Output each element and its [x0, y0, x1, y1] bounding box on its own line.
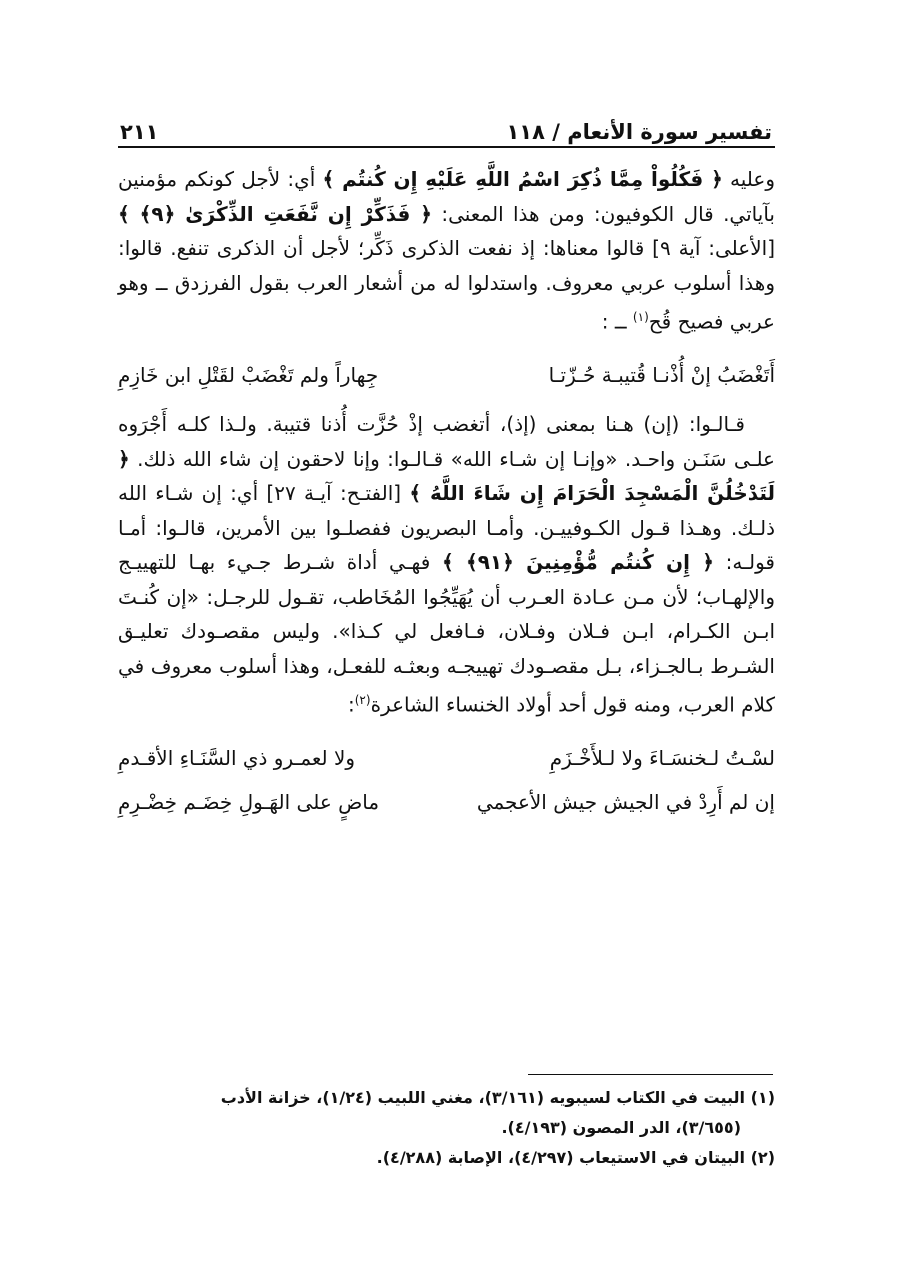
paragraph-1: [118, 162, 775, 339]
header-rule: [118, 146, 775, 148]
footnote-separator: [528, 1074, 773, 1075]
quran-quote: ﴿ لَتَدْخُلُنَّ الْمَسْجِدَ الْحَرَامَ إِن شَاءَ اللَّهُ ﴾: [118, 446, 775, 506]
footnote-ref-1: (١): [632, 310, 649, 324]
text-run: وعليه: [722, 167, 776, 191]
text-run: أي: لأجل كونكم مؤمنين بآياتي. قال الكوفيون: ومن هذا المعنى:: [118, 167, 775, 226]
footnotes: [118, 1083, 775, 1173]
verse: [118, 736, 775, 780]
verse-first-hemistich: إن لم أَرِدْ في الجيش جيش الأعجمي: [476, 790, 775, 815]
poem-1: [118, 353, 775, 397]
text-run: فهـي أداة شـرط جـيء بهـا للتهييـج والإلهـاب؛ لأن مـن عـادة العـرب أن يُهَيِّجُوا المُخَاطب، تقـول للرجـل: «إن كُنـتَ ابـن الكـرام، ابـن فـلان وفـلان، فـافعل لي كـذا». وليس مقصـودك تعليـق الشـرط بـالجـزاء، بـل مقصـودك تهييجـه وبعثـه للفعـل، وهذا أسلوب معروف في كلام العرب، ومنه قول أحد أولاد الخنساء الشاعرة: [118, 550, 775, 717]
footnote-ref-2: (٢): [354, 693, 371, 708]
text-run: [الأعلى: آية ٩] قالوا معناها: إذ نفعت الذكرى ذَكِّر؛ لأجل أن الذكرى تنفع. قالوا: وهذا أسلوب عربي معروف. واستدلوا له من أشعار العرب بقول الفرزدق ــ وهو عربي فصيح قُح: [118, 236, 776, 334]
page-number: ٢١١: [120, 120, 159, 144]
footnote-2: (٢) البيتان في الاستيعاب (٤/٢٩٧)، الإصابة (٤/٢٨٨).: [376, 1148, 775, 1167]
verse: [118, 780, 775, 824]
running-header: [120, 104, 772, 144]
verse-second-hemistich: ماضٍ على الهَـولِ خِضَـم خِضْـرِمِ: [118, 790, 380, 815]
quran-quote: ﴿ فَذَكِّرْ إِن نَّفَعَتِ الذِّكْرَىٰ ﴿٩﴾ ﴾: [118, 201, 433, 226]
paragraph-2: [118, 407, 775, 722]
verse-first-hemistich: أَتَغْضَبُ إنْ أُذْنـا قُتيبـة حُـزّتـا: [548, 363, 775, 388]
text-run: قـالـوا: (إن) هـنا بمعنى (إذ)، أتغضب إذْ حُزَّت أُذنا قتيبة. ولـذا كلـه أَجْرَوه علـى سَنَـن واحـد. «وإنـا إن شـاء الله» قـالـوا: وإنا لاحقون إن شاء الله ذلك.: [118, 412, 775, 471]
quran-quote: ﴿ فَكُلُواْ مِمَّا ذُكِرَ اسْمُ اللَّهِ عَلَيْهِ إِن كُنتُم ﴾: [322, 167, 723, 191]
verse-first-hemistich: لسْـتُ لـخنسَـاءَ ولا لـلأَخْـزَمِ: [549, 746, 775, 771]
footnote-1: (١) البيت في الكتاب لسيبويه (٣/١٦١)، مغني اللبيب (١/٢٤)، خزانة الأدب: [220, 1088, 775, 1107]
verse-second-hemistich: ولا لعمـرو ذي السَّنَـاءِ الأقـدمِ: [118, 746, 356, 771]
verse-second-hemistich: جِهاراً ولم تَغْضَبْ لقَتْلِ ابن خَازِمِ: [118, 363, 379, 388]
header-title: تفسير سورة الأنعام / ١١٨: [506, 120, 772, 144]
poem-2: [118, 736, 775, 824]
quran-quote: ﴿ إِن كُنتُم مُّؤْمِنِينَ ﴿٩١﴾ ﴾: [441, 550, 714, 575]
main-text: [118, 162, 775, 834]
verse: [118, 353, 775, 397]
footnote-1-continued: (٣/٦٥٥)، الدر المصون (٤/١٩٣).: [501, 1118, 741, 1137]
text-run: [الفتـح: آيـة ٢٧] أي: إن شـاء الله ذلـك. وهـذا قـول الكـوفييـن. وأمـا البصريون ففصلـوا بين الأمرين، قالـوا: أمـا قولـه:: [118, 481, 775, 575]
text-run: ــ :: [601, 309, 633, 334]
text-run: :: [347, 692, 355, 717]
